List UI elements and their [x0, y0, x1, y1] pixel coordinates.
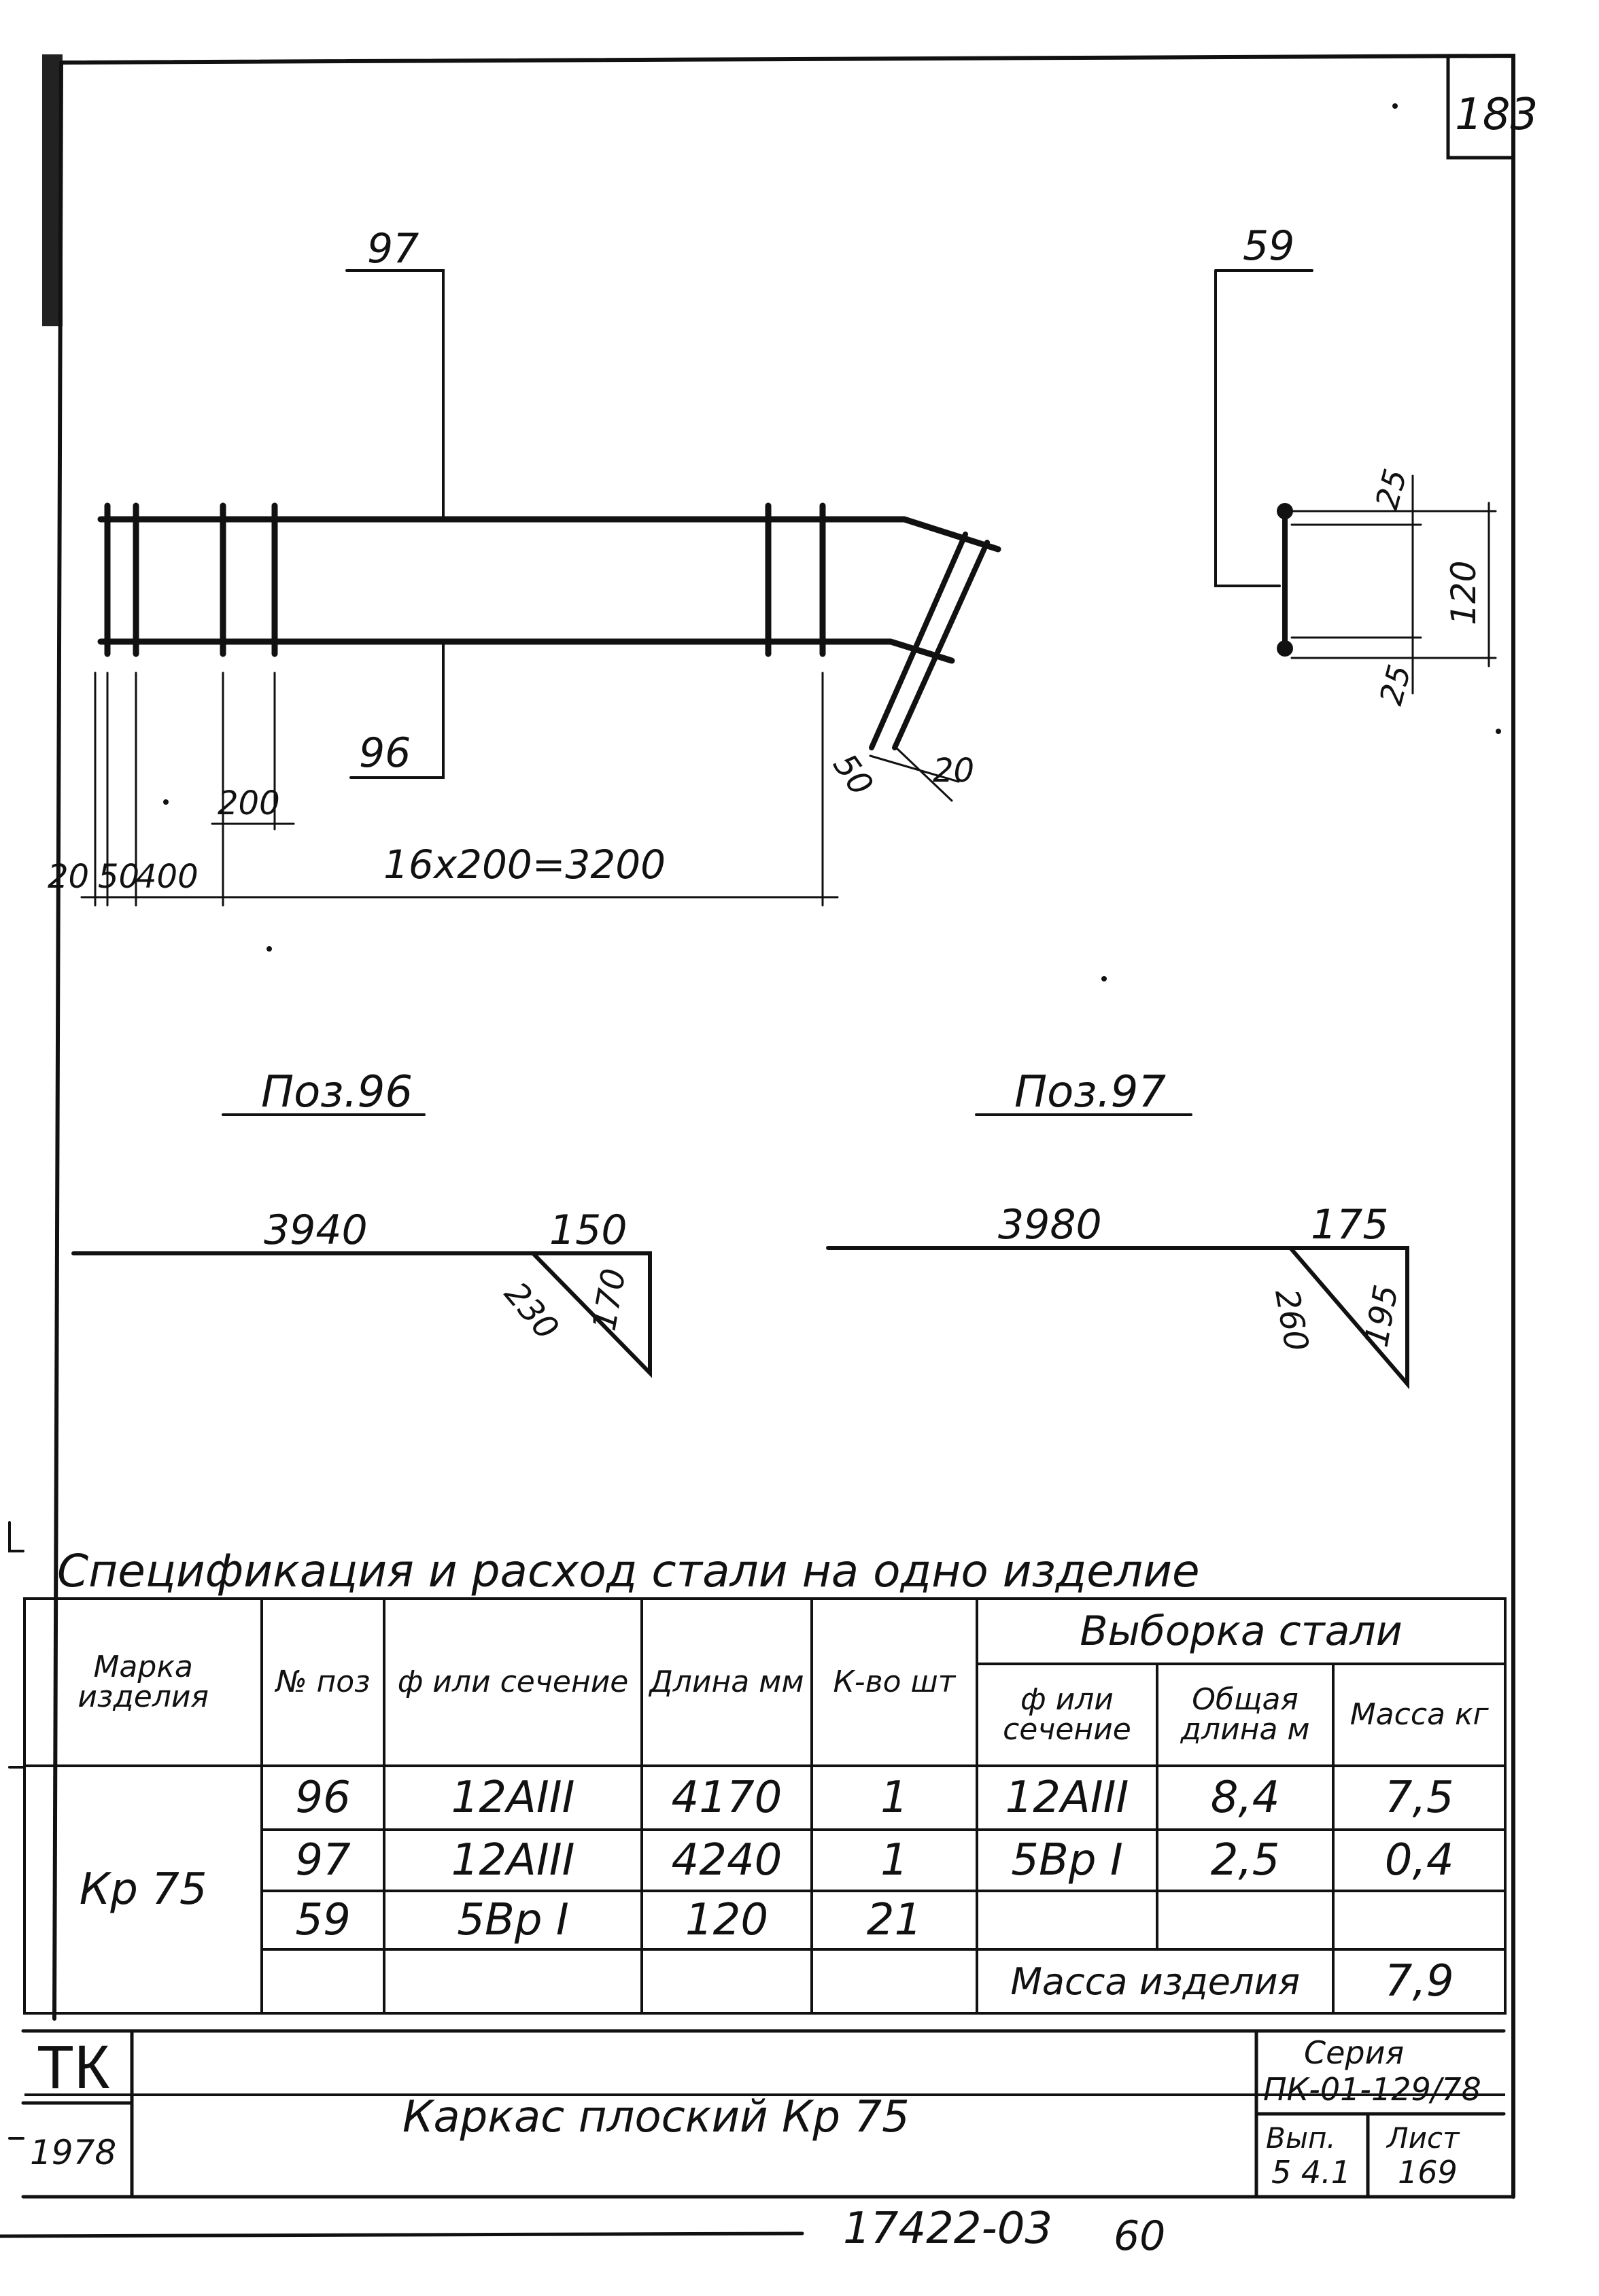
hdr-mark: Марка изделия — [24, 1599, 262, 1766]
dot — [1496, 729, 1501, 734]
sheet-value: 169 — [1398, 2154, 1458, 2191]
row-section: 12AIII — [384, 1766, 642, 1830]
sel-total: 8,4 — [1157, 1766, 1334, 1830]
dot — [266, 946, 272, 952]
cross-bars — [107, 506, 823, 654]
stirrup-bottom-node — [1277, 640, 1293, 657]
label-97: 97 — [367, 225, 419, 273]
sel-section: 5Bр I — [977, 1830, 1157, 1891]
sheet-label: Лист — [1387, 2121, 1460, 2155]
row-qty: 1 — [812, 1766, 977, 1830]
hdr-sel-section: ф или сечение — [977, 1664, 1157, 1766]
row-section: 12AIII — [384, 1830, 642, 1891]
spec-title: Спецификация и расход стали на одно изделие — [57, 1545, 1200, 1597]
dim-bend-50: 50 — [825, 746, 881, 803]
stirrup-dim-height: 120 — [1444, 560, 1483, 625]
pos96-hook-diag: 230 — [496, 1274, 566, 1347]
spec-left-tick — [10, 1523, 23, 1551]
dot — [1101, 976, 1107, 981]
row-section: 5Bр I — [384, 1891, 642, 1949]
org-code: ТК — [37, 2034, 110, 2102]
pos97-hook-top: 175 — [1311, 1201, 1389, 1249]
pos97-length: 3980 — [998, 1201, 1102, 1249]
pos96-title: Поз.96 — [261, 1067, 413, 1117]
hdr-length: Длина мм — [642, 1599, 812, 1766]
drawing-name: Каркас плоский Кр 75 — [402, 2092, 910, 2142]
row-length: 120 — [642, 1891, 812, 1949]
dim-main: 16x200=3200 — [383, 841, 666, 888]
footer-line — [0, 2233, 802, 2236]
spec-table — [23, 1597, 1507, 2096]
hdr-sel-total: Общая длина м — [1157, 1664, 1334, 1766]
dim-50: 50 — [98, 858, 140, 896]
issue-value: 5 4.1 — [1271, 2154, 1352, 2191]
pos96-length: 3940 — [264, 1206, 368, 1254]
footer-page: 60 — [1114, 2212, 1166, 2260]
table-left-tick — [10, 1767, 23, 2138]
row-pos: 96 — [262, 1766, 384, 1830]
row-empty — [384, 1949, 642, 2013]
row-length: 4170 — [642, 1766, 812, 1830]
doc-number: 17422-03 — [843, 2204, 1053, 2254]
row-pos: 59 — [262, 1891, 384, 1949]
drawing-year: 1978 — [30, 2133, 117, 2172]
hdr-qty: К-во шт — [812, 1599, 977, 1766]
sel-empty — [1157, 1891, 1334, 1949]
sel-mass: 7,5 — [1333, 1766, 1505, 1830]
pos97-bar — [828, 1248, 1407, 1384]
top-bar-97 — [101, 519, 998, 549]
table-spacer-row — [24, 2013, 1505, 2095]
product-mark: Кр 75 — [24, 1766, 262, 2013]
pos96-detail — [73, 1067, 650, 1373]
issue-label: Вып. — [1266, 2121, 1336, 2155]
product-mass: 7,9 — [1333, 1949, 1505, 2013]
product-mass-label: Масса изделия — [977, 1949, 1333, 2013]
series-code: ПК-01-129/78 — [1263, 2071, 1481, 2108]
sel-empty — [977, 1891, 1157, 1949]
pos97-hook-side: 195 — [1357, 1282, 1406, 1351]
dim-200: 200 — [218, 784, 280, 822]
sel-empty — [1333, 1891, 1505, 1949]
label-96: 96 — [359, 729, 411, 777]
dot — [163, 799, 169, 805]
dot — [1392, 103, 1398, 109]
pos97-hook-diag: 260 — [1267, 1286, 1316, 1355]
pos97-detail — [828, 1067, 1407, 1384]
page-number: 183 — [1455, 90, 1538, 140]
stirrup-top-node — [1277, 503, 1293, 519]
series-label: Серия — [1304, 2034, 1405, 2071]
hdr-selection: Выборка стали — [977, 1599, 1505, 1664]
pos97-title: Поз.97 — [1014, 1067, 1167, 1117]
dim-bend-20: 20 — [933, 752, 975, 790]
leader-97 — [347, 271, 443, 518]
hdr-section: ф или сечение — [384, 1599, 642, 1766]
row-empty — [812, 1949, 977, 2013]
stirrup-detail — [1216, 222, 1496, 709]
row-empty — [642, 1949, 812, 2013]
row-qty: 1 — [812, 1830, 977, 1891]
leader-59 — [1216, 271, 1312, 586]
sel-total: 2,5 — [1157, 1830, 1334, 1891]
hdr-sel-mass: Масса кг — [1333, 1664, 1505, 1766]
stirrup-dim-bottom: 25 — [1372, 661, 1418, 709]
stirrup-dim-top: 25 — [1368, 465, 1414, 513]
pos96-hook-top: 150 — [549, 1206, 627, 1254]
hdr-pos: № поз — [262, 1599, 384, 1766]
pos96-hook-side: 170 — [585, 1266, 634, 1334]
sel-mass: 0,4 — [1333, 1830, 1505, 1891]
row-length: 4240 — [642, 1830, 812, 1891]
row-qty: 21 — [812, 1891, 977, 1949]
label-59: 59 — [1243, 222, 1295, 270]
dim-400: 400 — [136, 858, 199, 896]
dim-20: 20 — [48, 858, 90, 896]
sel-section: 12AIII — [977, 1766, 1157, 1830]
row-pos: 97 — [262, 1830, 384, 1891]
row-empty — [262, 1949, 384, 2013]
pos96-bar — [73, 1253, 650, 1373]
